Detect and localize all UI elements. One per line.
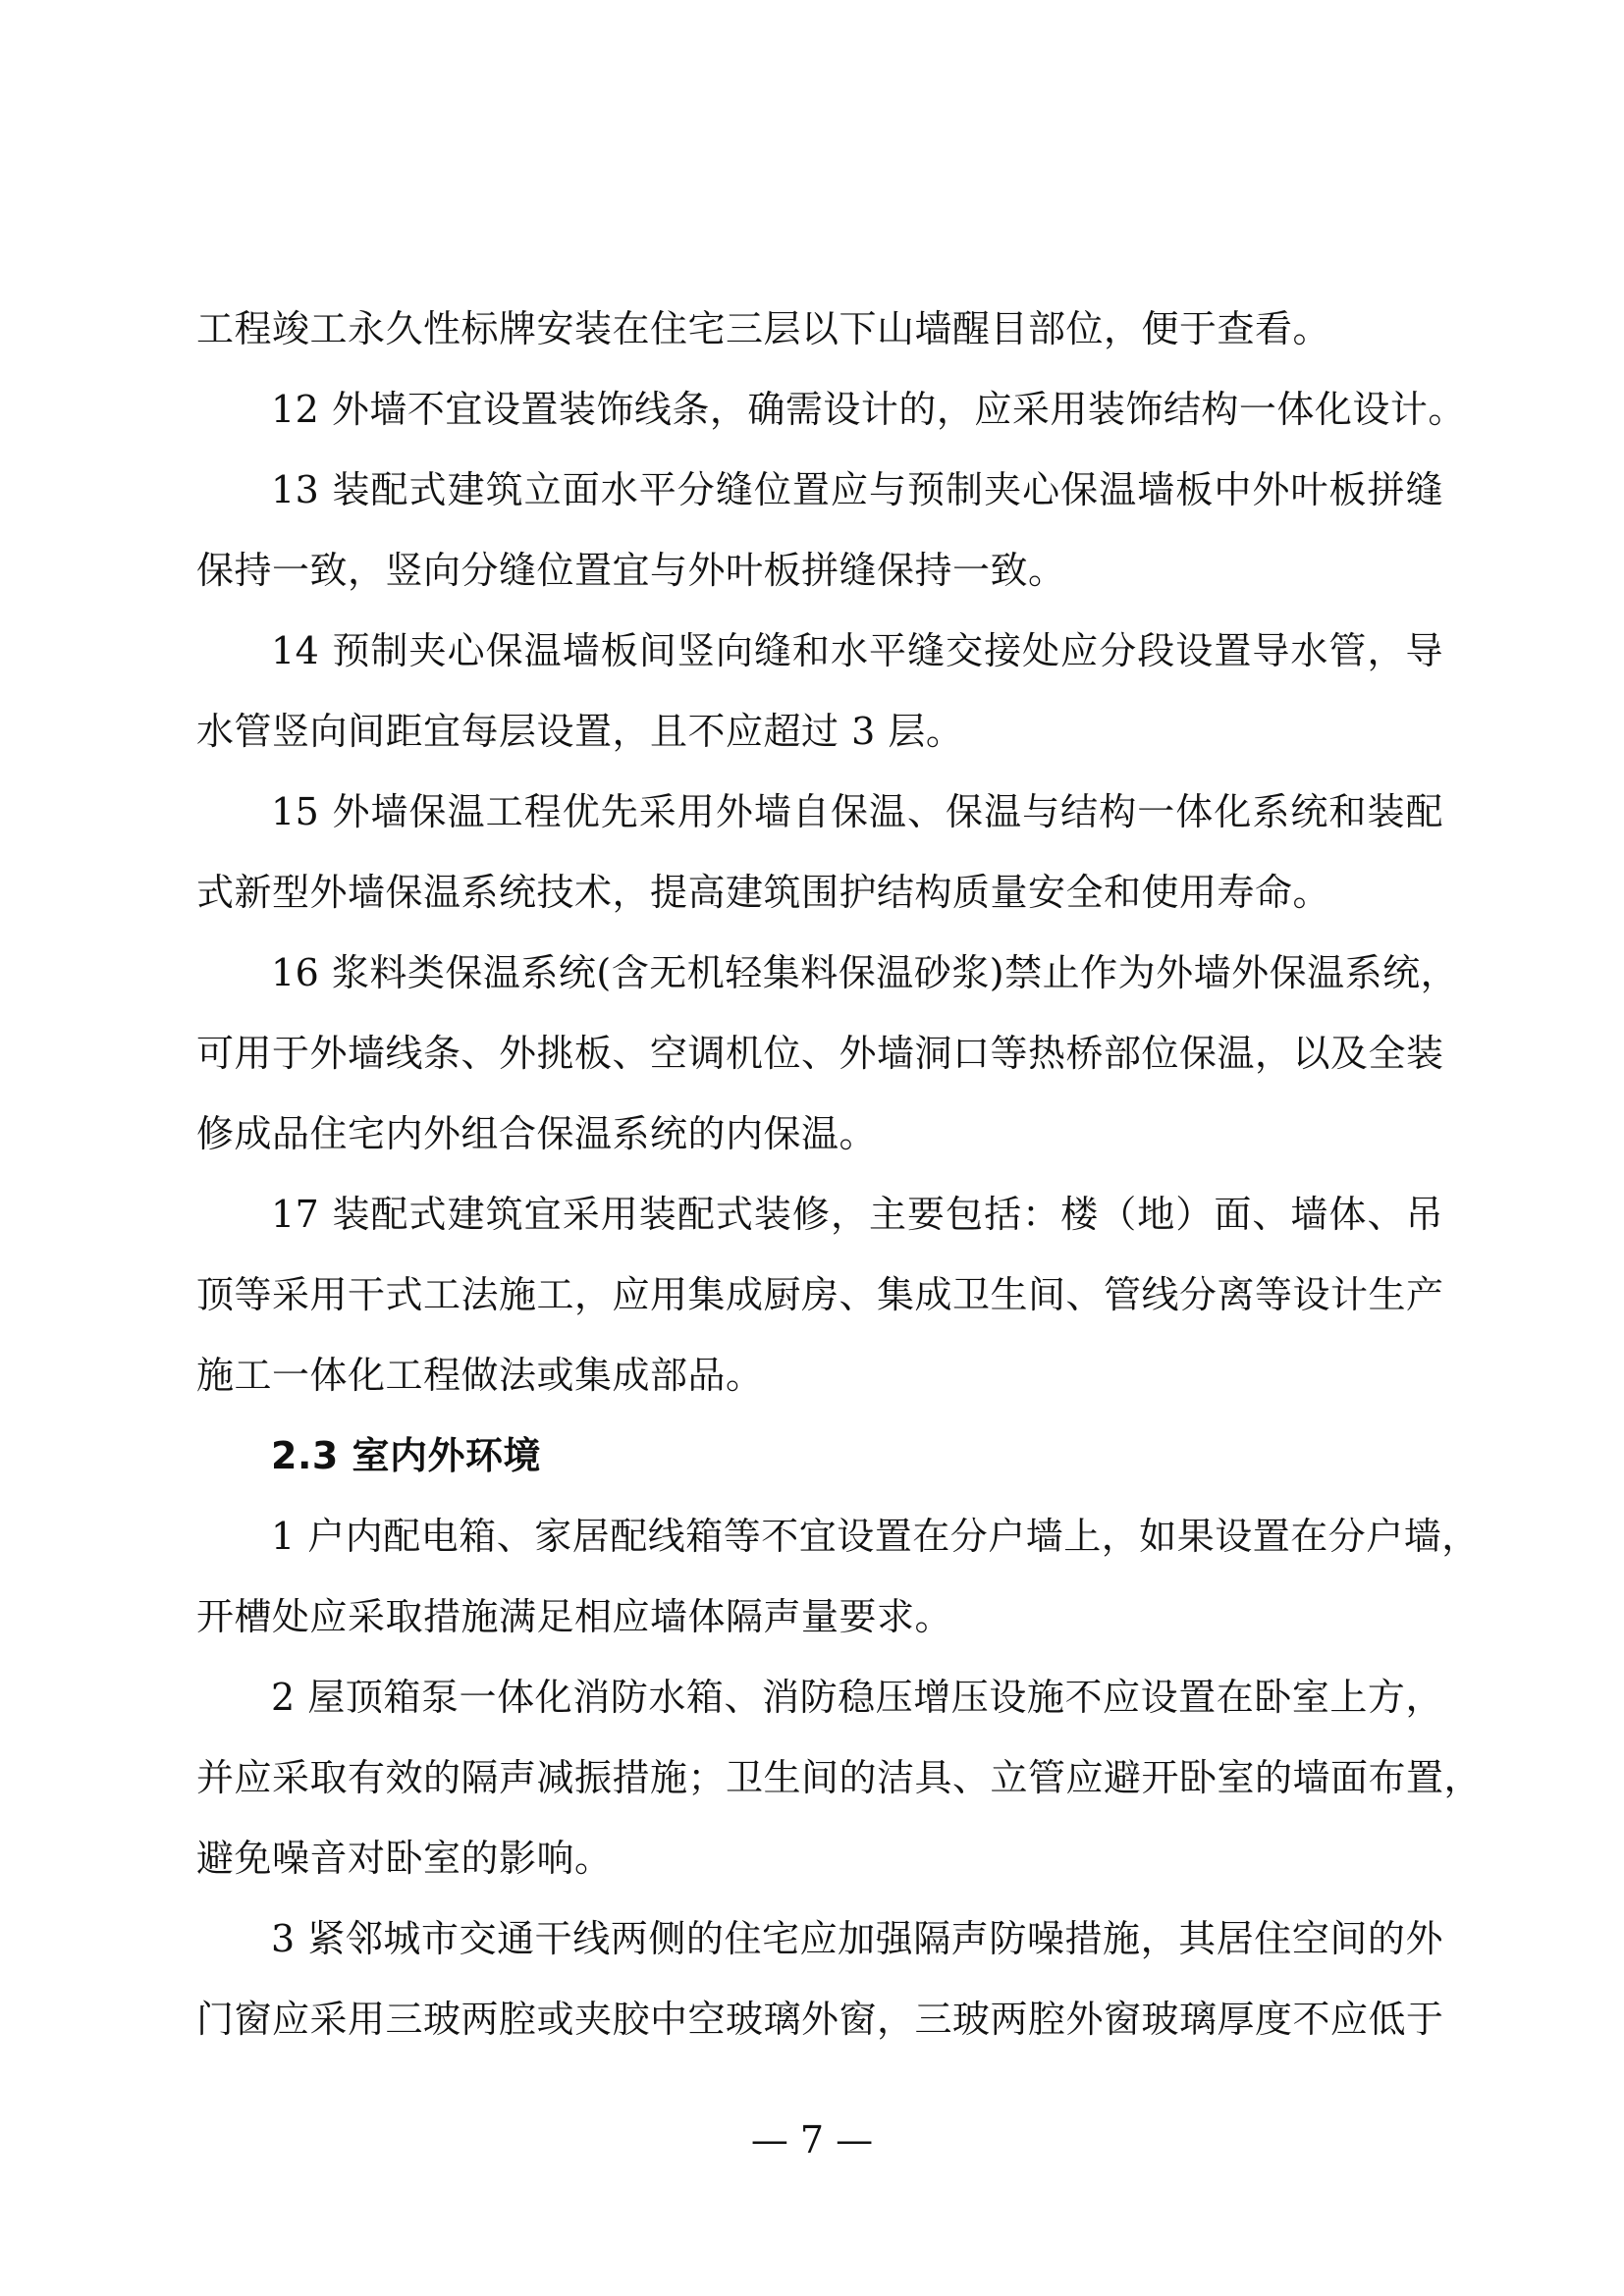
text-line: 并应采取有效的隔声减振措施；卫生间的洁具、立管应避开卧室的墙面布置，: [196, 1756, 1483, 1799]
text-line: 16 浆料类保温系统(含无机轻集料保温砂浆)禁止作为外墙外保温系统，: [271, 951, 1459, 994]
text-line: 17 装配式建筑宜采用装配式装修，主要包括：楼（地）面、墙体、吊: [271, 1193, 1443, 1236]
text-line: 13 装配式建筑立面水平分缝位置应与预制夹心保温墙板中外叶板拼缝: [271, 468, 1443, 511]
text-line: 开槽处应采取措施满足相应墙体隔声量要求。: [196, 1595, 953, 1638]
text-line: 顶等采用干式工法施工，应用集成厨房、集成卫生间、管线分离等设计生产: [196, 1273, 1444, 1316]
text-line: 式新型外墙保温系统技术，提高建筑围护结构质量安全和使用寿命。: [196, 871, 1331, 914]
text-line: 施工一体化工程做法或集成部品。: [196, 1354, 764, 1397]
text-line: 避免噪音对卧室的影响。: [196, 1837, 613, 1880]
text-line: 3 紧邻城市交通干线两侧的住宅应加强隔声防噪措施，其居住空间的外: [271, 1917, 1443, 1960]
text-line: 1 户内配电箱、家居配线箱等不宜设置在分户墙上，如果设置在分户墙，: [271, 1515, 1480, 1558]
text-line: 保持一致，竖向分缝位置宜与外叶板拼缝保持一致。: [196, 549, 1066, 592]
text-line: 修成品住宅内外组合保温系统的内保温。: [196, 1112, 878, 1155]
text-line: 14 预制夹心保温墙板间竖向缝和水平缝交接处应分段设置导水管，导: [271, 629, 1443, 672]
text-line: 2 屋顶箱泵一体化消防水箱、消防稳压增压设施不应设置在卧室上方，: [271, 1676, 1443, 1719]
text-line: 12 外墙不宜设置装饰线条，确需设计的，应采用装饰结构一体化设计。: [271, 388, 1466, 431]
text-line: 水管竖向间距宜每层设置，且不应超过 3 层。: [196, 710, 964, 753]
text-line: 门窗应采用三玻两腔或夹胶中空玻璃外窗，三玻两腔外窗玻璃厚度不应低于: [196, 1998, 1444, 2041]
page-number: — 7 —: [750, 2118, 874, 2162]
text-line: 工程竣工永久性标牌安装在住宅三层以下山墙醒目部位，便于查看。: [196, 307, 1331, 350]
text-line: 可用于外墙线条、外挑板、空调机位、外墙洞口等热桥部位保温，以及全装: [196, 1032, 1444, 1075]
text-line: 15 外墙保温工程优先采用外墙自保温、保温与结构一体化系统和装配: [271, 790, 1443, 833]
section-heading: 2.3 室内外环境: [271, 1434, 542, 1477]
